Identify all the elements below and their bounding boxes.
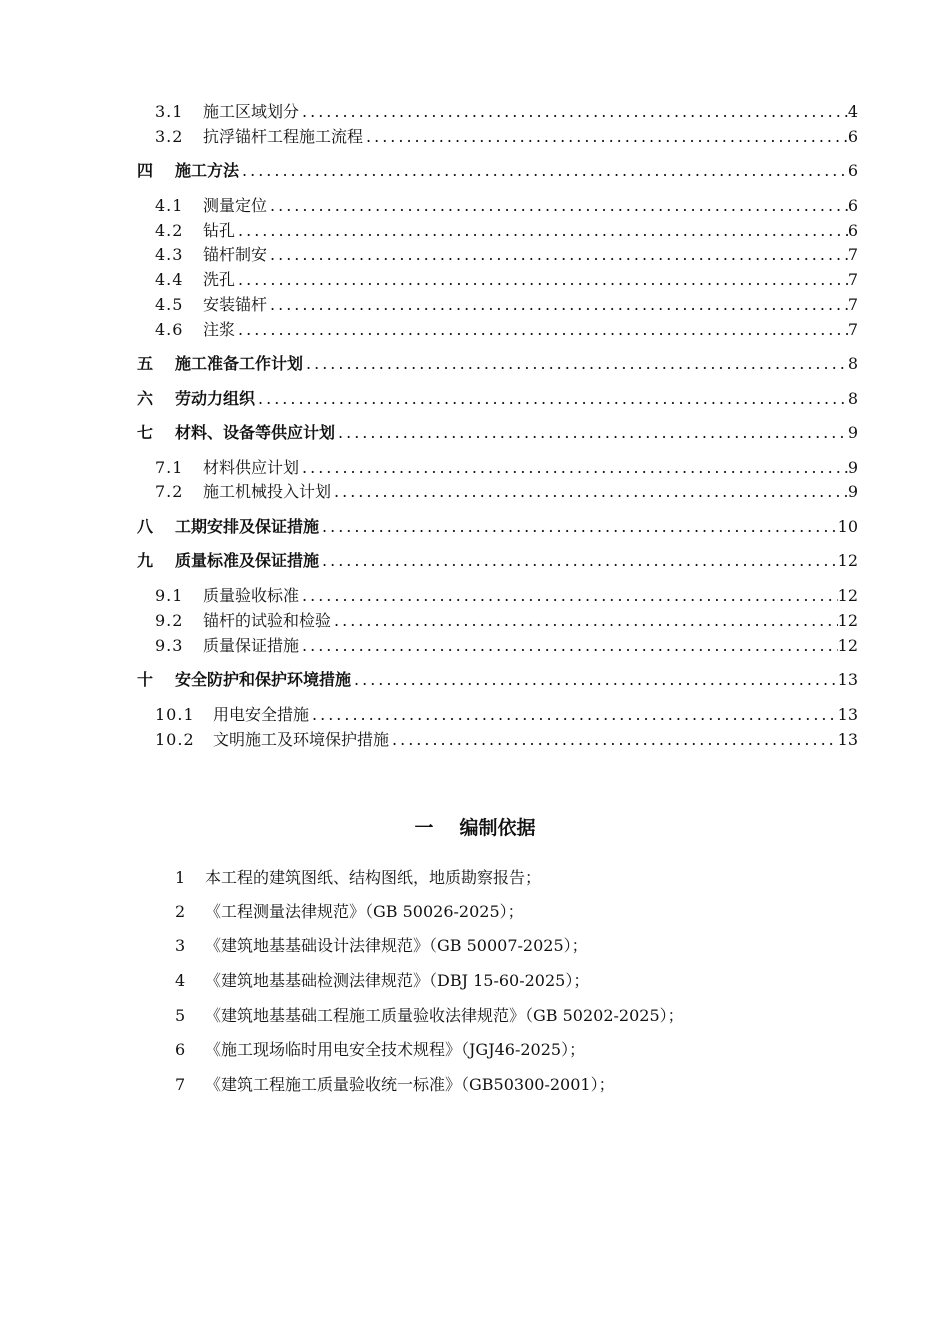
toc-entry[interactable] [155,126,858,148]
toc-entry[interactable] [155,269,858,291]
toc-page-number: 7 [847,270,858,289]
toc-number: 4.2 [155,221,184,240]
toc-leader-dots [389,729,838,751]
toc-page-number: 12 [837,611,858,630]
toc-leader-dots [363,126,848,148]
list-item-text: 《建筑地基基础工程施工质量验收法律规范》（GB 50202-2025）； [205,1006,684,1025]
toc-entry[interactable] [155,294,858,316]
toc-page-number: 9 [847,423,858,442]
toc-leader-dots [235,220,848,242]
toc-number: 七 [137,423,154,442]
toc-leader-dots [299,101,848,123]
toc-leader-dots [267,244,848,266]
toc-number: 4.1 [155,196,184,215]
toc-entry[interactable] [155,319,858,341]
toc-number: 9.3 [155,636,184,655]
toc-entry[interactable] [155,101,858,123]
toc-page-number: 12 [837,551,858,570]
toc-leader-dots [335,422,848,444]
toc-entry[interactable] [155,729,858,751]
list-item-number: 3 [175,936,186,955]
toc-entry[interactable] [155,704,858,726]
toc-leader-dots [267,294,848,316]
toc-leader-dots [331,610,838,632]
toc-page-number: 9 [847,458,858,477]
toc-page-number: 7 [847,245,858,264]
toc-number: 3.2 [155,127,184,146]
toc-number: 八 [137,517,154,536]
toc-number: 十 [137,670,154,689]
toc-entry[interactable] [137,160,858,182]
toc-title: 抗浮锚杆工程施工流程 [203,127,364,146]
toc-page-number: 12 [837,586,858,605]
list-item [175,1074,615,1096]
toc-page-number: 7 [847,320,858,339]
toc-title: 文明施工及环境保护措施 [213,730,390,749]
toc-page-number: 6 [847,127,858,146]
list-item-number: 2 [175,902,186,921]
list-item-text: 《建筑地基基础设计法律规范》（GB 50007-2025）； [205,936,588,955]
toc-title: 材料、设备等供应计划 [175,423,336,442]
toc-page-number: 8 [847,389,858,408]
toc-number: 3.1 [155,102,184,121]
toc-entry[interactable] [155,481,858,503]
toc-leader-dots [319,516,838,538]
toc-entry[interactable] [155,635,858,657]
toc-title: 测量定位 [203,196,268,215]
toc-number: 五 [137,354,154,373]
toc-page-number: 6 [847,196,858,215]
toc-leader-dots [319,550,838,572]
toc-page-number: 10 [837,517,858,536]
section-number: 一 [414,817,434,839]
toc-leader-dots [299,585,838,607]
toc-entry[interactable] [155,585,858,607]
toc-entry[interactable] [155,220,858,242]
toc-page-number: 6 [847,221,858,240]
section-heading [0,815,950,841]
toc-title: 用电安全措施 [213,705,310,724]
toc-title: 安全防护和保护环境措施 [175,670,352,689]
list-item-number: 6 [175,1040,186,1059]
toc-number: 7.1 [155,458,184,477]
list-item-number: 5 [175,1006,186,1025]
toc-leader-dots [299,457,848,479]
toc-number: 九 [137,551,154,570]
toc-title: 质量保证措施 [203,636,300,655]
toc-title: 施工准备工作计划 [175,354,304,373]
toc-title: 洗孔 [203,270,236,289]
toc-entry[interactable] [137,422,858,444]
toc-page-number: 7 [847,295,858,314]
list-item-text: 《建筑工程施工质量验收统一标准》（GB50300-2001）； [205,1075,615,1094]
toc-leader-dots [255,388,848,410]
toc-title: 施工机械投入计划 [203,482,332,501]
toc-title: 锚杆的试验和检验 [203,611,332,630]
toc-number: 10.1 [155,705,195,724]
list-item-number: 4 [175,971,186,990]
toc-number: 4.3 [155,245,184,264]
toc-title: 质量标准及保证措施 [175,551,320,570]
toc-page-number: 12 [837,636,858,655]
list-item-text: 本工程的建筑图纸、结构图纸，地质勘察报告； [205,868,542,887]
toc-title: 质量验收标准 [203,586,300,605]
toc-title: 工期安排及保证措施 [175,517,320,536]
toc-leader-dots [299,635,838,657]
toc-entry[interactable] [155,457,858,479]
toc-page-number: 13 [837,705,858,724]
toc-number: 7.2 [155,482,184,501]
toc-title: 锚杆制安 [203,245,268,264]
list-item-text: 《建筑地基基础检测法律规范》（DBJ 15-60-2025）； [205,971,590,990]
list-item [175,901,524,923]
toc-page-number: 13 [837,670,858,689]
toc-entry[interactable] [137,353,858,375]
toc-number: 六 [137,389,154,408]
list-item-number: 1 [175,868,186,887]
list-item [175,935,588,957]
toc-page-number: 9 [847,482,858,501]
toc-number: 9.1 [155,586,184,605]
toc-entry[interactable] [137,388,858,410]
list-item-text: 《工程测量法律规范》（GB 50026-2025）； [205,902,524,921]
toc-leader-dots [309,704,838,726]
toc-page-number: 13 [837,730,858,749]
list-item [175,867,541,889]
toc-title: 注浆 [203,320,236,339]
toc-leader-dots [331,481,848,503]
list-item-number: 7 [175,1075,186,1094]
toc-leader-dots [351,669,838,691]
toc-title: 钻孔 [203,221,236,240]
toc-number: 10.2 [155,730,195,749]
toc-title: 施工区域划分 [203,102,300,121]
toc-title: 施工方法 [175,161,240,180]
toc-page-number: 4 [847,102,858,121]
toc-number: 4.6 [155,320,184,339]
toc-entry[interactable] [137,550,858,572]
toc-leader-dots [235,269,848,291]
toc-entry[interactable] [155,610,858,632]
toc-leader-dots [235,319,848,341]
list-item-text: 《施工现场临时用电安全技术规程》（JGJ46-2025）； [205,1040,586,1059]
toc-number: 9.2 [155,611,184,630]
toc-title: 劳动力组织 [175,389,256,408]
section-title: 编制依据 [459,817,536,839]
toc-number: 四 [137,161,154,180]
toc-entry[interactable] [155,244,858,266]
toc-number: 4.4 [155,270,184,289]
list-item [175,1005,684,1027]
toc-leader-dots [303,353,848,375]
list-item [175,970,589,992]
toc-entry[interactable] [137,669,858,691]
list-item [175,1039,585,1061]
toc-entry[interactable] [137,516,858,538]
toc-leader-dots [239,160,848,182]
toc-entry[interactable] [155,195,858,217]
toc-title: 安装锚杆 [203,295,268,314]
toc-number: 4.5 [155,295,184,314]
toc-page-number: 6 [847,161,858,180]
toc-page-number: 8 [847,354,858,373]
toc-title: 材料供应计划 [203,458,300,477]
toc-leader-dots [267,195,848,217]
